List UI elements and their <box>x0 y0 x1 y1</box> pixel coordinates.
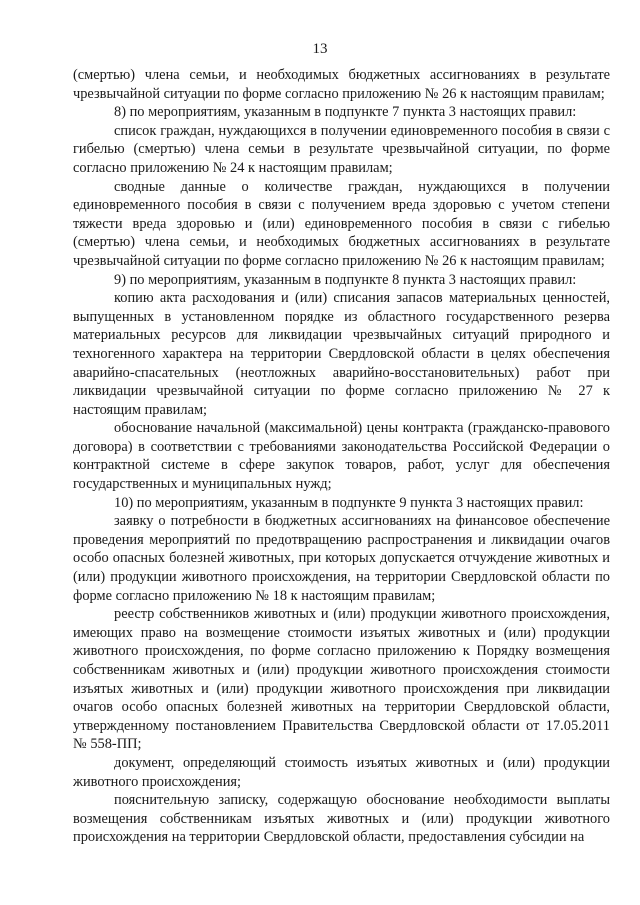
page-number: 13 <box>312 41 328 57</box>
paragraph-item-10-heading: 10) по мероприятиям, указанным в подпункте 9 пункта 3 настоящих правил: <box>114 494 584 511</box>
document-body <box>73 66 610 847</box>
paragraph: обоснование начальной (максимальной) цены контракта (гражданско-правового договора) в соответствии с требованиями законодательства Российской Федерации о контрактной системе в сфере закупок товаров, работ, услуг для обеспечения государственных и муниципальных нужд; <box>73 420 610 493</box>
paragraph-item-8-heading: 8) по мероприятиям, указанным в подпункте 7 пункта 3 настоящих правил: <box>114 104 577 121</box>
paragraph: документ, определяющий стоимость изъятых животных и (или) продукции животного происхождения; <box>73 754 610 790</box>
paragraph: копию акта расходования и (или) списания запасов материальных ценностей, выпущенных в установленном порядке из областного государственного резерва материальных ресурсов для ликвидации чрезвычайных ситуаций природного и техногенного характера на территории Свердловской области в целях обеспечения аварийно-спасательных (неотложных аварийно-восстановительных) работ при ликвидации чрезвычайной ситуации по форме согласно приложению № 27 к настоящим правилам; <box>73 290 610 418</box>
paragraph: реестр собственников животных и (или) продукции животного происхождения, имеющих право на возмещение стоимости изъятых животных и (или) продукции животного происхождения, по форме согласно приложению к Порядку возмещения собственникам животных и (или) продукции животного происхождения стоимости изъятых животных и (или) продукции животного происхождения при ликвидации очагов особо опасных болезней животных на территории Свердловской области, утвержденному постановлением Правительства Свердловской области от 17.05.2011 № 558-ПП; <box>73 606 610 753</box>
paragraph: пояснительную записку, содержащую обоснование необходимости выплаты возмещения собственникам изъятых животных и (или) продукции животного происхождения на территории Свердловской области, предоставления субсидии на <box>73 792 610 846</box>
paragraph-item-9-heading: 9) по мероприятиям, указанным в подпункте 8 пункта 3 настоящих правил: <box>114 271 577 288</box>
paragraph: сводные данные о количестве граждан, нуждающихся в получении единовременного пособия в связи с получением вреда здоровью с учетом степени тяжести вреда здоровью и (или) единовременного пособия в связи с гибелью (смертью) члена семьи, и необходимых бюджетных ассигнованиях в результате чрезвычайной ситуации по форме согласно приложению № 26 к настоящим правилам; <box>73 178 610 269</box>
paragraph-continuation: (смертью) члена семьи, и необходимых бюджетных ассигнованиях в результате чрезвычайной ситуации по форме согласно приложению № 26 к настоящим правилам; <box>73 67 610 102</box>
paragraph: список граждан, нуждающихся в получении единовременного пособия в связи с гибелью (смертью) члена семьи в результате чрезвычайной ситуации, по форме согласно приложению № 24 к настоящим правилам; <box>73 122 610 176</box>
paragraph: заявку о потребности в бюджетных ассигнованиях на финансовое обеспечение проведения мероприятий по предотвращению распространения и ликвидации очагов особо опасных болезней животных, при которых допускается отчуждение животных и (или) продукции животного происхождения, на территории Свердловской области по форме согласно приложению № 18 к настоящим правилам; <box>73 513 610 604</box>
